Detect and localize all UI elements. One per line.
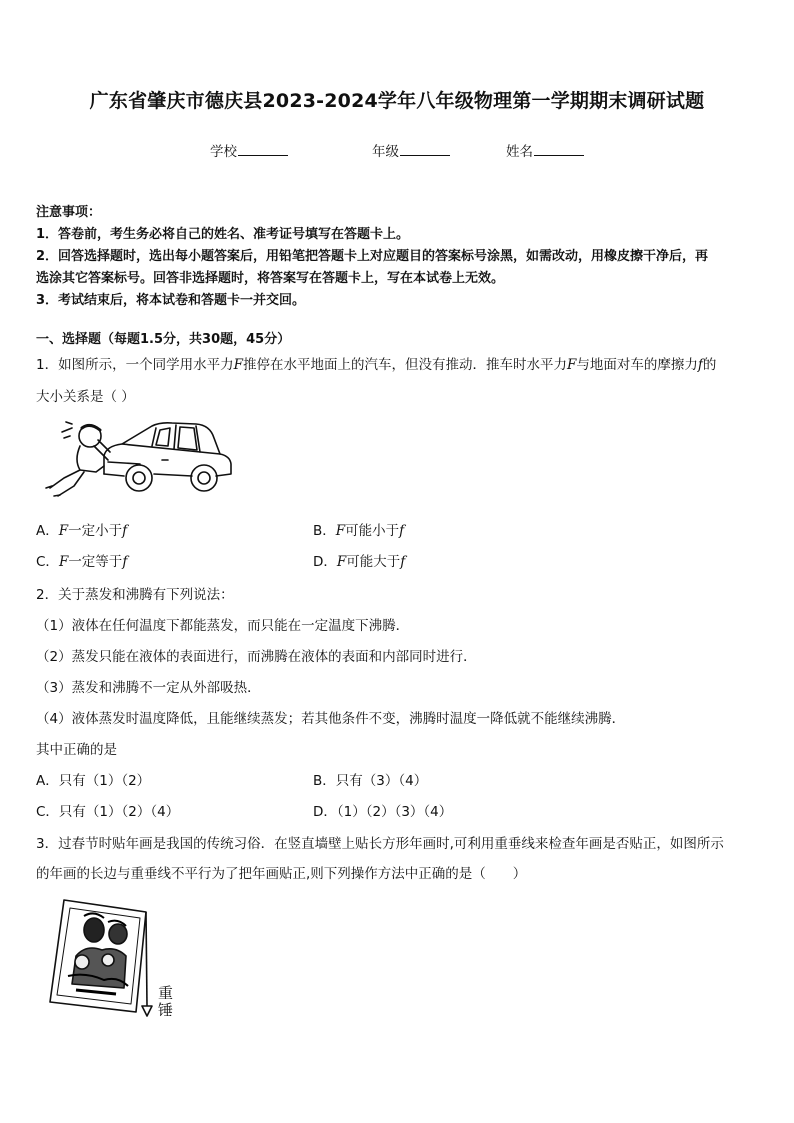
q1-figure-boy-pushing-car xyxy=(44,416,236,500)
q1-var-F-2: F xyxy=(566,357,577,373)
note-item-3: 3．考试结束后，将本试卷和答题卡一并交回。 xyxy=(36,293,306,308)
q2-stem: 2．关于蒸发和沸腾有下列说法： xyxy=(36,587,234,603)
q1-option-a-label: A． xyxy=(36,523,59,539)
grade-label: 年级 xyxy=(372,144,399,160)
section-heading: 一、选择题（每题1.5分，共30题，45分） xyxy=(36,332,291,347)
q1-option-d-text: 可能大于 xyxy=(346,554,401,570)
name-label: 姓名 xyxy=(506,144,533,160)
notes-heading: 注意事项： xyxy=(36,205,102,220)
note-item-2-cont: 选涂其它答案标号。回答非选择题时，将答案写在答题卡上，写在本试卷上无效。 xyxy=(36,271,505,286)
q1-option-a[interactable] xyxy=(36,519,127,539)
q1-option-d-f: f xyxy=(400,554,406,570)
q1-line1 xyxy=(36,353,716,373)
q1-option-a-f: f xyxy=(122,523,128,539)
q1-option-c-f: f xyxy=(122,554,128,570)
q1-option-c[interactable] xyxy=(36,550,127,570)
q1-text-c: 与地面对车的摩擦力 xyxy=(576,357,698,373)
q2-option-b[interactable]: B．只有（3）（4） xyxy=(313,773,428,789)
q2-option-d[interactable]: D．（1）（2）（3）（4） xyxy=(313,804,453,820)
note-item-2: 2．回答选择题时，选出每小题答案后，用铅笔把答题卡上对应题目的答案标号涂黑，如需改动，用橡皮擦干净后，再 xyxy=(36,249,709,264)
q2-option-a[interactable]: A．只有（1）（2） xyxy=(36,773,151,789)
q1-var-f: f xyxy=(697,357,703,373)
q3-line1: 3．过春节时贴年画是我国的传统习俗．在竖直墙壁上贴长方形年画时,可利用重垂线来检查年画是否贴正，如图所示 xyxy=(36,836,724,852)
grade-field xyxy=(372,140,450,160)
q1-var-F: F xyxy=(233,357,243,373)
name-field xyxy=(506,140,584,160)
q1-option-b-f: f xyxy=(399,523,405,539)
q1-option-c-text: 一定等于 xyxy=(68,554,123,570)
q2-statement-3: （3）蒸发和沸腾不一定从外部吸热． xyxy=(36,680,261,696)
note-item-1: 1．答卷前，考生务必将自己的姓名、准考证号填写在答题卡上。 xyxy=(36,227,410,242)
q1-line2: 大小关系是（ ） xyxy=(36,389,135,405)
q1-option-a-F: F xyxy=(58,523,69,539)
school-blank[interactable] xyxy=(238,142,288,156)
q1-text-b: 推停在水平地面上的汽车，但没有推动．推车时水平力 xyxy=(242,357,567,373)
q3-line2: 的年画的长边与重垂线不平行为了把年画贴正,则下列操作方法中正确的是（ ） xyxy=(36,866,527,882)
q1-option-b-F: F xyxy=(335,523,346,539)
q1-option-b-label: B． xyxy=(313,523,336,539)
name-blank[interactable] xyxy=(534,142,584,156)
q1-text-d: 的 xyxy=(702,357,717,373)
notes-block xyxy=(36,202,760,312)
q2-question: 其中正确的是 xyxy=(36,742,117,758)
q1-option-b-text: 可能小于 xyxy=(345,523,400,539)
q2-statement-4: （4）液体蒸发时温度降低，且能继续蒸发；若其他条件不变，沸腾时温度一降低就不能继续沸腾． xyxy=(36,711,626,727)
q1-text-a: 1．如图所示，一个同学用水平力 xyxy=(36,357,234,373)
q3-figure-label-2: 锤 xyxy=(158,1001,174,1019)
q1-option-d-F: F xyxy=(336,554,347,570)
school-field xyxy=(210,140,288,160)
q1-option-a-text: 一定小于 xyxy=(68,523,123,539)
exam-title: 广东省肇庆市德庆县2023-2024学年八年级物理第一学期期末调研试题 xyxy=(89,90,705,112)
q3-figure-label-1: 重 xyxy=(158,984,174,1002)
q2-option-c[interactable]: C．只有（1）（2）（4） xyxy=(36,804,180,820)
school-label: 学校 xyxy=(210,144,237,160)
q2-statement-1: （1）液体在任何温度下都能蒸发，而只能在一定温度下沸腾． xyxy=(36,618,410,634)
q1-option-d[interactable] xyxy=(313,550,405,570)
q2-statement-2: （2）蒸发只能在液体的表面进行，而沸腾在液体的表面和内部同时进行． xyxy=(36,649,477,665)
q1-option-d-label: D． xyxy=(313,554,337,570)
q1-option-b[interactable] xyxy=(313,519,404,539)
grade-blank[interactable] xyxy=(400,142,450,156)
q1-option-c-label: C． xyxy=(36,554,59,570)
q1-option-c-F: F xyxy=(58,554,69,570)
q3-figure-new-year-picture xyxy=(46,896,156,1020)
